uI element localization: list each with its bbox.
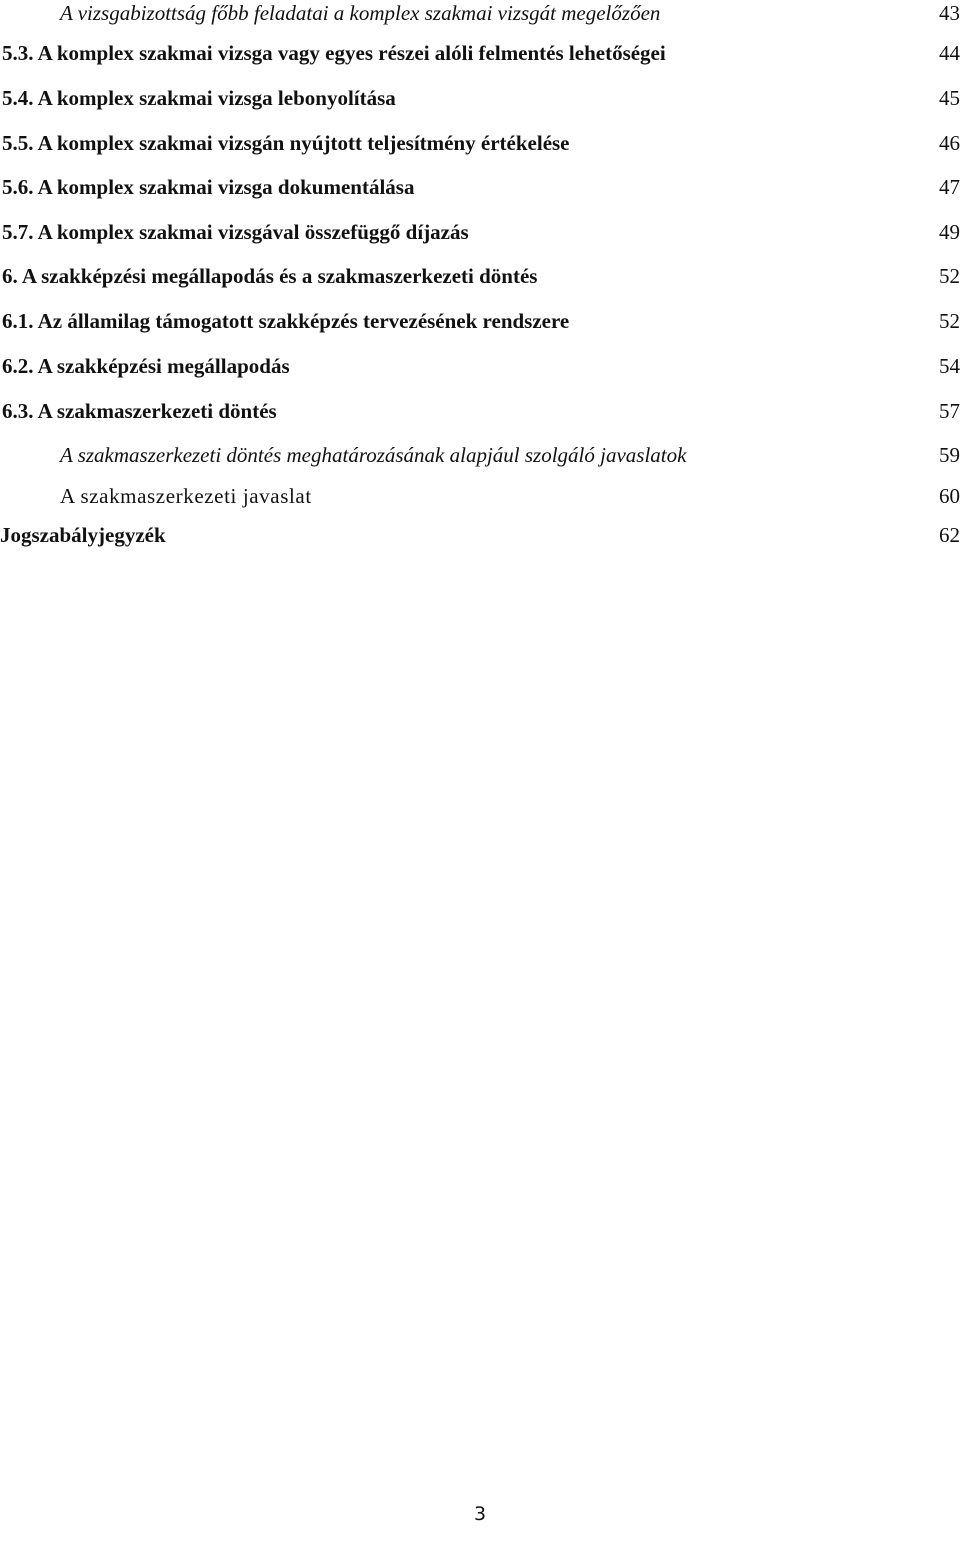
toc-entry-label: Jogszabályjegyzék (0, 523, 166, 547)
toc-entry[interactable] (0, 440, 960, 470)
toc-entry-page: 45 (939, 86, 960, 110)
toc-entry[interactable] (0, 38, 960, 68)
toc-entry-label: 5.5. A komplex szakmai vizsgán nyújtott teljesítmény értékelése (2, 131, 570, 155)
toc-entry[interactable] (0, 172, 960, 202)
toc-entry-label: 6. A szakképzési megállapodás és a szakmaszerkezeti döntés (2, 264, 538, 288)
toc-entry-page: 54 (939, 354, 960, 378)
toc-entry-label: A szakmaszerkezeti javaslat (60, 484, 312, 508)
toc-entry-label: A szakmaszerkezeti döntés meghatározásának alapjául szolgáló javaslatok (60, 443, 687, 467)
toc-entry-page: 52 (939, 309, 960, 333)
toc-entry-label: 5.6. A komplex szakmai vizsga dokumentálása (2, 175, 415, 199)
toc-entry-page: 57 (939, 399, 960, 423)
toc-entry[interactable] (0, 217, 960, 247)
toc-entry-page: 44 (939, 41, 960, 65)
toc-entry-label: 6.2. A szakképzési megállapodás (2, 354, 290, 378)
toc-entry-page: 49 (939, 220, 960, 244)
toc-entry[interactable] (0, 128, 960, 158)
toc-entry[interactable] (0, 261, 960, 291)
toc-entry-label: 5.4. A komplex szakmai vizsga lebonyolítása (2, 86, 396, 110)
toc-entry-page: 62 (939, 523, 960, 547)
toc-entry-label: 6.3. A szakmaszerkezeti döntés (2, 399, 277, 423)
toc-entry-page: 59 (939, 443, 960, 467)
toc-entry[interactable] (0, 83, 960, 113)
toc-entry[interactable] (0, 0, 960, 28)
toc-entry-page: 60 (939, 484, 960, 508)
toc-entry-label: 5.7. A komplex szakmai vizsgával összefüggő díjazás (2, 220, 469, 244)
toc-entry[interactable] (0, 396, 960, 426)
toc-entry-page: 46 (939, 131, 960, 155)
page-number: 3 (473, 1503, 487, 1525)
toc-entry-page: 43 (939, 1, 960, 25)
toc-entry-label: 5.3. A komplex szakmai vizsga vagy egyes részei alóli felmentés lehetőségei (2, 41, 666, 65)
toc-entry[interactable] (0, 351, 960, 381)
toc-entry-page: 47 (939, 175, 960, 199)
toc-entry-label: 6.1. Az államilag támogatott szakképzés tervezésének rendszere (2, 309, 570, 333)
toc-entry[interactable] (0, 306, 960, 336)
toc-entry-page: 52 (939, 264, 960, 288)
toc-entry-label: A vizsgabizottság főbb feladatai a komplex szakmai vizsgát megelőzően (60, 1, 661, 25)
toc-entry[interactable] (0, 481, 960, 511)
toc-entry[interactable] (0, 520, 960, 550)
